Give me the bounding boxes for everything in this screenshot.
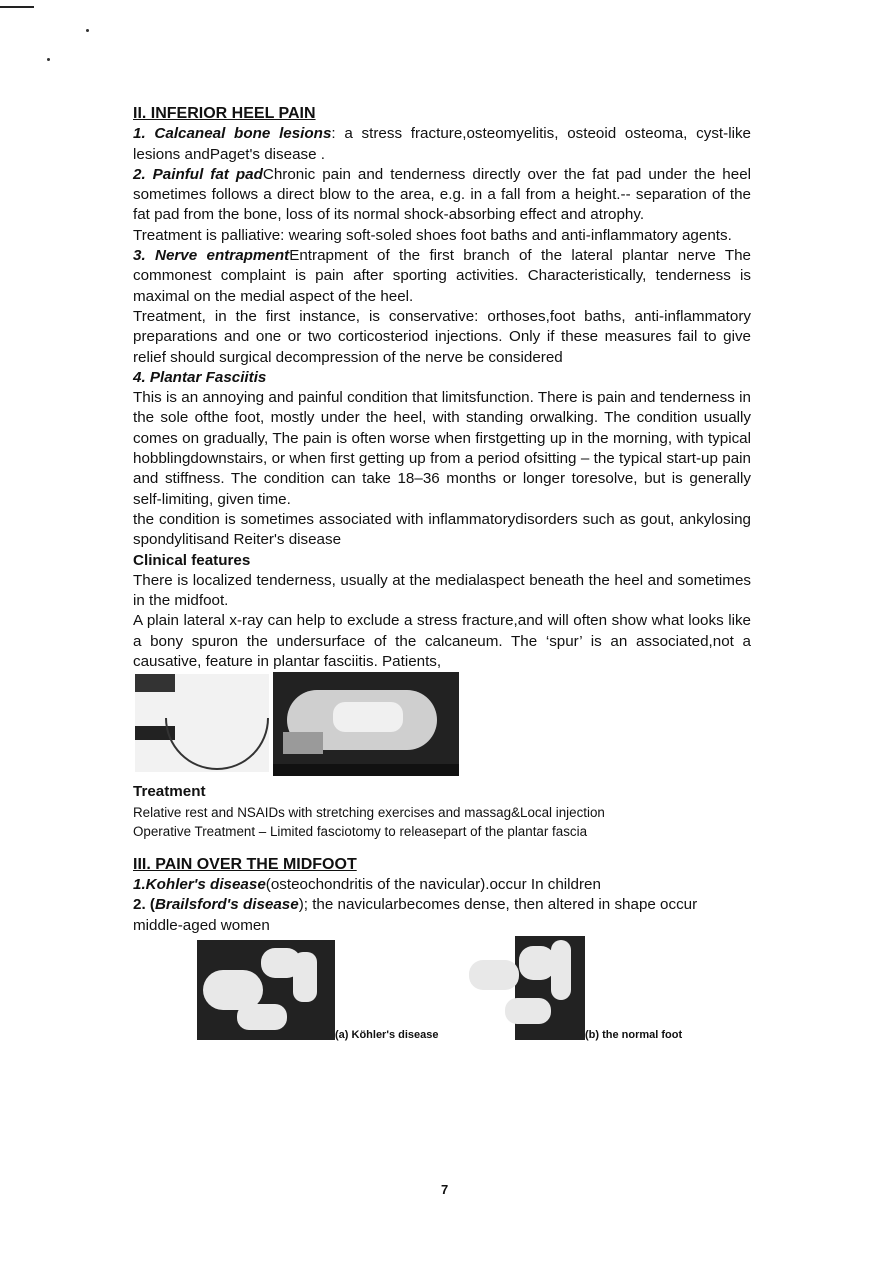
term-kohlers-disease: 1.Kohler's disease — [133, 875, 266, 893]
treatment-line-1: Relative rest and NSAIDs with stretching exercises and massag&Local injection — [133, 804, 605, 820]
paragraph-nerve — [133, 246, 751, 307]
term-nerve-entrapment: 3. Nerve entrapment — [133, 247, 290, 265]
heel-xray-figures — [133, 672, 751, 782]
paragraph-calcaneal — [133, 124, 751, 165]
paragraph-brailsford — [133, 895, 751, 936]
scan-dot — [86, 29, 89, 32]
text-brailsford-prefix: 2. ( — [133, 896, 155, 914]
clinical-features-heading: Clinical features — [133, 551, 251, 569]
text-nerve-treatment: Treatment, in the first instance, is conservative: orthoses,foot baths, anti-inflammatory preparations and one or two corticosteriod injections. Only if these measures fail to give relief should surgical decompression of the nerve be considered — [133, 307, 751, 366]
text-calcaneal: : a stress fracture,osteomyelitis, osteoid osteoma, cyst-like lesions andPaget's disease . — [133, 125, 751, 163]
text-nerve: Entrapment of the first branch of the lateral plantar nerve The commonest complaint is pain after sporting activities. Characteristically, tenderness is maximal on the medial aspect of the heel. — [133, 247, 751, 305]
paragraph-fat-pad — [133, 165, 751, 226]
heel-xray-left — [135, 674, 269, 772]
main-content — [133, 104, 751, 1056]
text-kohler: (osteochondritis of the navicular).occur In children — [265, 875, 601, 893]
treatment-heading: Treatment — [133, 783, 206, 801]
term-brailsfords-disease: Brailsford's disease — [154, 896, 299, 914]
term-painful-fat-pad: 2. Painful fat pad — [133, 165, 263, 183]
scan-dot — [47, 58, 50, 61]
normal-foot-xray — [455, 936, 585, 1040]
section-heading-inferior-heel-pain: II. INFERIOR HEEL PAIN — [133, 105, 316, 122]
heel-xray-right — [273, 672, 459, 776]
term-calcaneal-bone-lesions: 1. Calcaneal bone lesions — [133, 125, 332, 143]
text-fat-pad-treatment: Treatment is palliative: wearing soft-soled shoes foot baths and anti-inflammatory agents. — [133, 226, 732, 244]
page-number: 7 — [441, 1182, 449, 1197]
text-brailsford: ); the navicularbecomes dense, then altered in shape occur middle-aged women — [133, 896, 698, 934]
caption-normal-foot: (b) the normal foot — [585, 1028, 683, 1041]
scan-mark — [0, 6, 34, 8]
text-clinical-2: A plain lateral x-ray can help to exclude a stress fracture,and will often show what looks like a bony spuron the undersurface of the calcaneum. The ‘spur’ is an associated,not a causative, feature in plantar fasciitis. Patients, — [133, 612, 751, 671]
caption-kohlers: (a) Köhler's disease — [335, 1028, 439, 1041]
text-plantar-associations: the condition is sometimes associated with inflammatorydisorders such as gout, ankylosing spondylitisand Reiter's disease — [133, 510, 751, 549]
section-heading-midfoot: III. PAIN OVER THE MIDFOOT — [133, 855, 357, 873]
treatment-line-2: Operative Treatment – Limited fasciotomy to releasepart of the plantar fascia — [133, 823, 588, 839]
term-plantar-fasciitis: 4. Plantar Fasciitis — [133, 368, 267, 386]
text-plantar-fasciitis: This is an annoying and painful condition that limitsfunction. There is pain and tenderness in the sole ofthe foot, mostly under the heel, with standing orwalking. The condition usually comes on gradually, The pain is often worse when firstgetting up in the morning, with typical hobblingdownstairs, or when first getting up from a period ofsitting – the typical start-up pain and stiffness. The condition can take 18–36 months or longer toresolve, but is generally self-limiting, given time. — [133, 389, 751, 508]
text-clinical-1: There is localized tenderness, usually at the medialaspect beneath the heel and sometimes in the midfoot. — [133, 571, 751, 610]
text-fat-pad: Chronic pain and tenderness directly over the fat pad under the heel sometimes follows a direct blow to the area, e.g. in a fall from a height.-- separation of the fat pad from the bone, loss of its normal shock-absorbing effect and atrophy. — [133, 165, 752, 224]
paragraph-kohler — [133, 875, 751, 895]
kohler-xray — [197, 940, 335, 1040]
midfoot-xray-figures — [133, 936, 751, 1056]
